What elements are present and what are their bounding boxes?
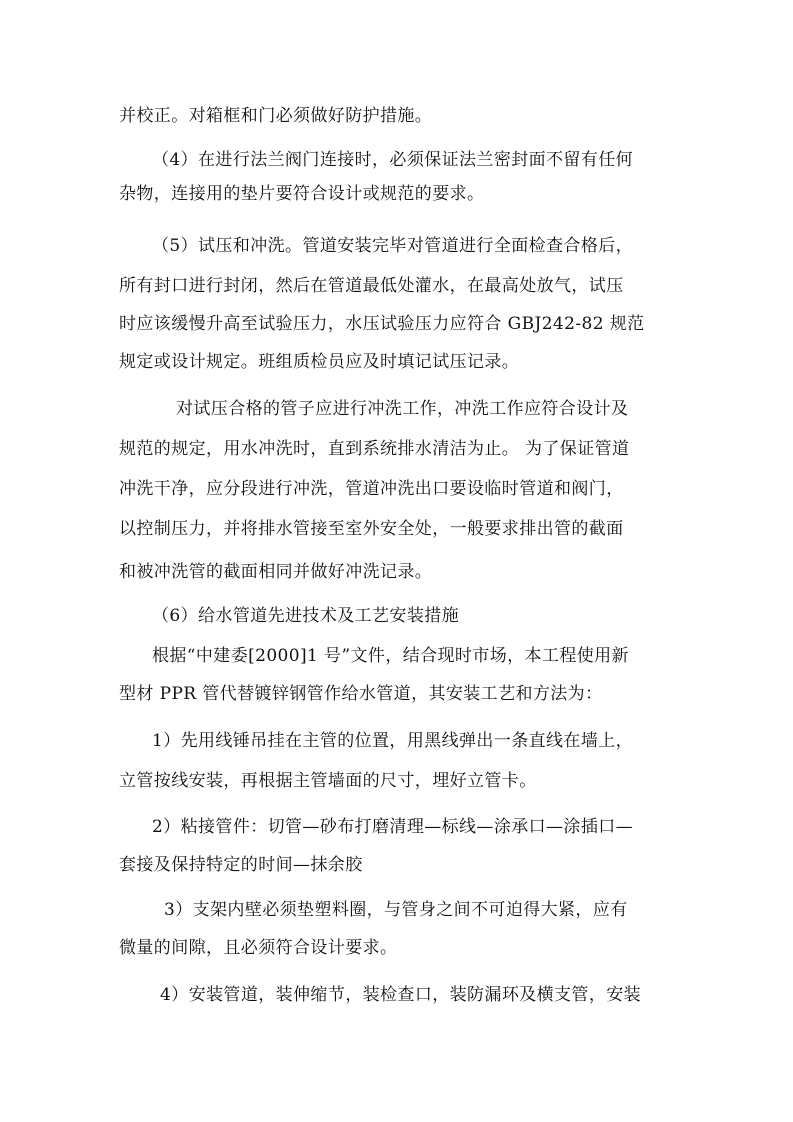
text-line: 4）安装管道，装伸缩节，装检查口，装防漏环及横支管，安装 — [160, 985, 642, 1005]
text-line: 并校正。对箱框和门必须做好防护措施。 — [119, 106, 433, 126]
text-line: （6）给水管道先进技术及工艺安装措施 — [152, 606, 460, 626]
text-line: 时应该缓慢升高至试验压力，水压试验压力应符合 GBJ242-82 规范 — [119, 314, 645, 334]
text-line: 2）粘接管件：切管—砂布打磨清理—标线—涂承口—涂插口— — [152, 817, 634, 837]
text-line: 1）先用线锤吊挂在主管的位置，用黑线弹出一条直线在墙上， — [152, 731, 634, 751]
text-line: 规范的规定，用水冲洗时，直到系统排水清洁为止。 为了保证管道 — [119, 439, 630, 459]
text-line: 根据“中建委[2000]1 号”文件，结合现时市场，本工程使用新 — [152, 646, 629, 666]
text-line: 套接及保持特定的时间—抹余胶 — [119, 855, 363, 875]
text-line: 规定或设计规定。班组质检员应及时填记试压记录。 — [119, 352, 520, 372]
text-line: 对试压合格的管子应进行冲洗工作，冲洗工作应符合设计及 — [176, 399, 629, 419]
text-line: 立管按线安装，再根据主管墙面的尺寸，埋好立管卡。 — [119, 771, 537, 791]
text-line: 杂物，连接用的垫片要符合设计或规范的要求。 — [119, 184, 485, 204]
text-line: 微量的间隙，且必须符合设计要求。 — [119, 938, 398, 958]
text-line: （4）在进行法兰阀门连接时，必须保证法兰密封面不留有任何 — [152, 150, 634, 170]
text-line: （5）试压和冲洗。管道安装完毕对管道进行全面检查合格后， — [152, 236, 634, 256]
text-line: 3）支架内壁必须垫塑料圈，与管身之间不可迫得大紧，应有 — [164, 900, 628, 920]
text-line: 型材 PPR 管代替镀锌钢管作给水管道，其安装工艺和方法为： — [119, 684, 603, 704]
text-line: 以控制压力，并将排水管接至室外安全处，一般要求排出管的截面 — [119, 519, 624, 539]
text-line: 和被冲洗管的截面相同并做好冲洗记录。 — [119, 562, 433, 582]
text-line: 所有封口进行封闭，然后在管道最低处灌水，在最高处放气，试压 — [119, 276, 624, 296]
text-line: 冲洗干净，应分段进行冲洗，管道冲洗出口要设临时管道和阀门， — [119, 479, 624, 499]
